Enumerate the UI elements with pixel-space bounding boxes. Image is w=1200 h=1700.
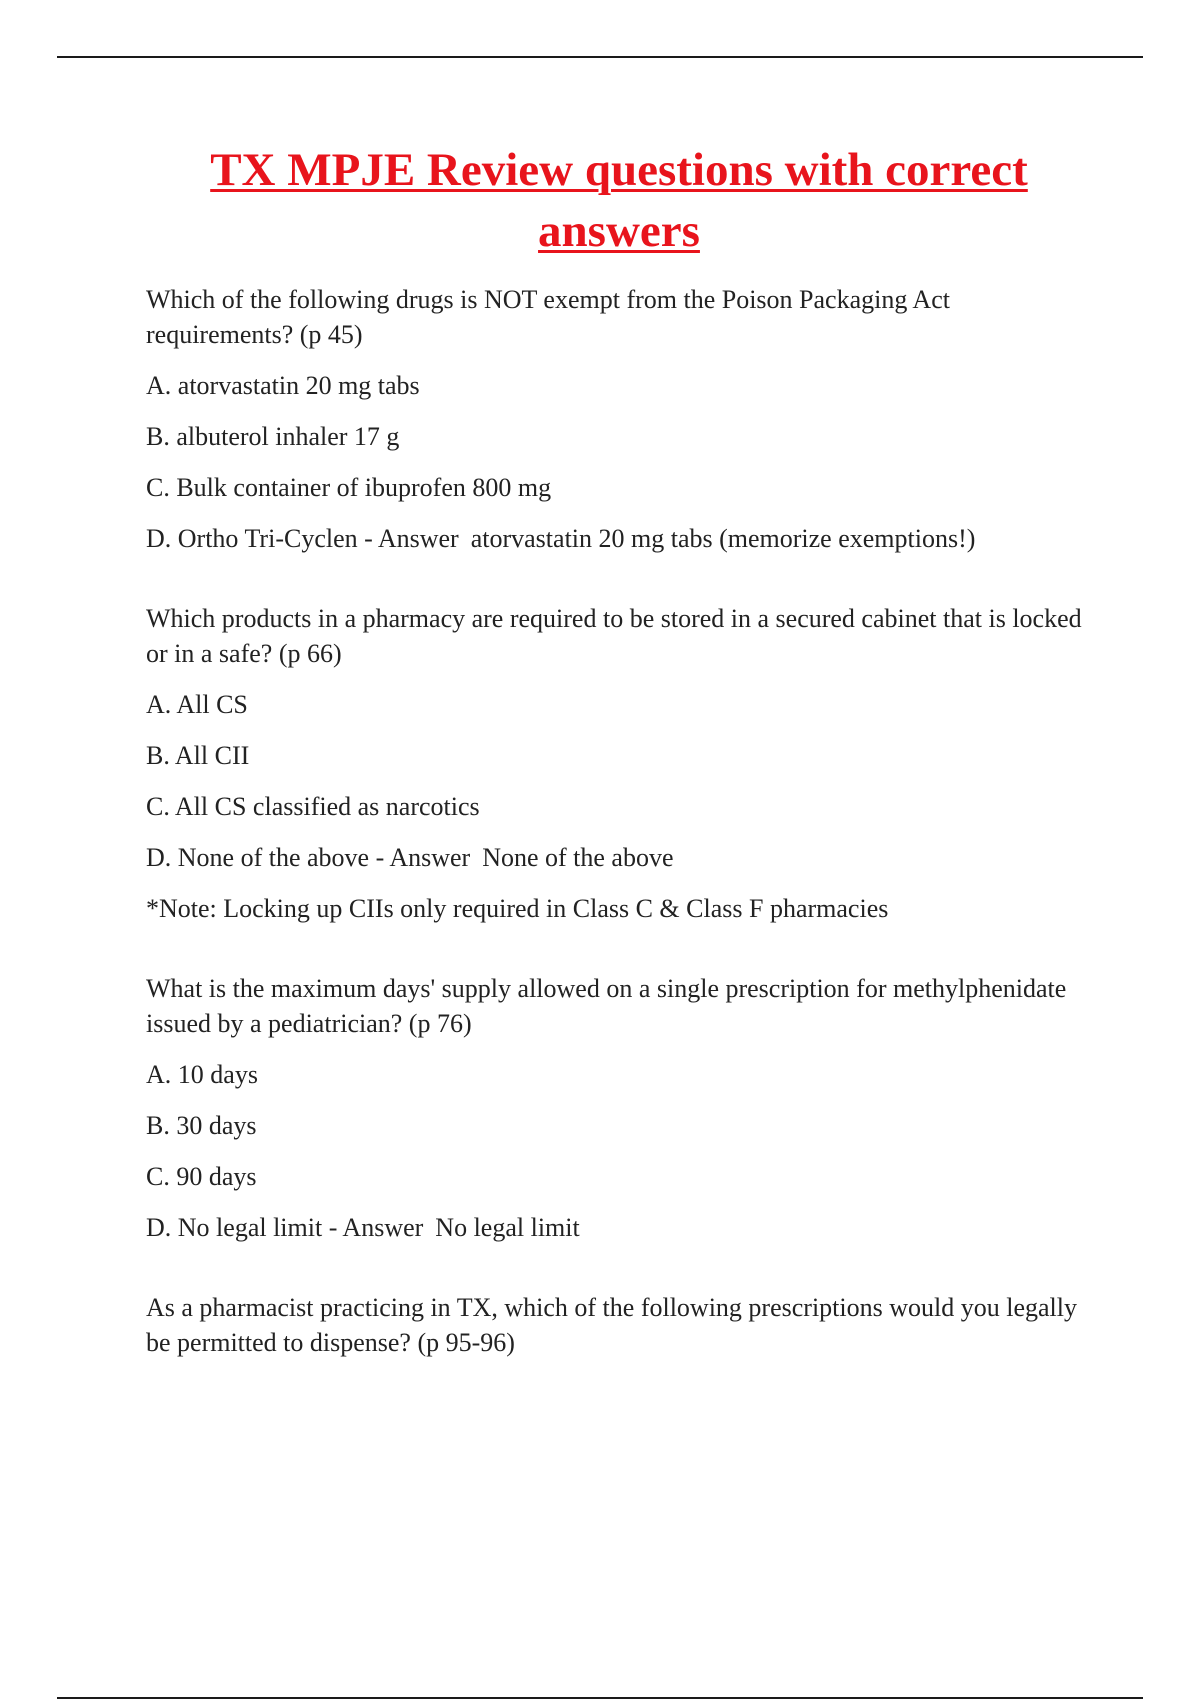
question-2	[146, 601, 1096, 926]
option-c: C. Bulk container of ibuprofen 800 mg	[146, 473, 552, 502]
option-d-with-answer	[146, 1210, 1096, 1245]
question-3	[146, 971, 1096, 1245]
question-text: Which of the following drugs is NOT exempt from the Poison Packaging Act requirements? (p 45)	[146, 285, 950, 349]
option-a: A. 10 days	[146, 1060, 258, 1089]
footer-rule	[57, 1697, 1143, 1699]
document-title: TX MPJE Review questions with correct answers	[210, 144, 1028, 257]
option-d-with-answer	[146, 521, 1096, 556]
question-text: Which products in a pharmacy are required to be stored in a secured cabinet that is locked or in a safe? (p 66)	[146, 604, 1082, 668]
option-a: A. atorvastatin 20 mg tabs	[146, 371, 420, 400]
header-rule	[57, 56, 1143, 58]
option-d: D. Ortho Tri-Cyclen - Answer	[146, 524, 459, 553]
option-b: B. 30 days	[146, 1111, 257, 1140]
option-c: C. 90 days	[146, 1162, 257, 1191]
option-d-with-answer	[146, 840, 1096, 875]
option-d: D. No legal limit - Answer	[146, 1213, 424, 1242]
question-1	[146, 282, 1096, 556]
option-b: B. albuterol inhaler 17 g	[146, 422, 400, 451]
question-4	[146, 1290, 1096, 1360]
question-text: What is the maximum days' supply allowed on a single prescription for methylphenidate issued by a pediatrician? (p 76)	[146, 974, 1067, 1038]
question-text: As a pharmacist practicing in TX, which of the following prescriptions would you legally be permitted to dispense? (p 95-96)	[146, 1293, 1077, 1357]
option-a: A. All CS	[146, 690, 248, 719]
option-b: B. All CII	[146, 741, 250, 770]
correct-answer: No legal limit	[435, 1213, 580, 1242]
answer-note: *Note: Locking up CIIs only required in Class C & Class F pharmacies	[146, 894, 889, 923]
correct-answer: None of the above	[482, 843, 674, 872]
document-content	[146, 140, 1096, 1376]
correct-answer: atorvastatin 20 mg tabs (memorize exemptions!)	[470, 524, 976, 553]
option-d: D. None of the above - Answer	[146, 843, 471, 872]
option-c: C. All CS classified as narcotics	[146, 792, 480, 821]
